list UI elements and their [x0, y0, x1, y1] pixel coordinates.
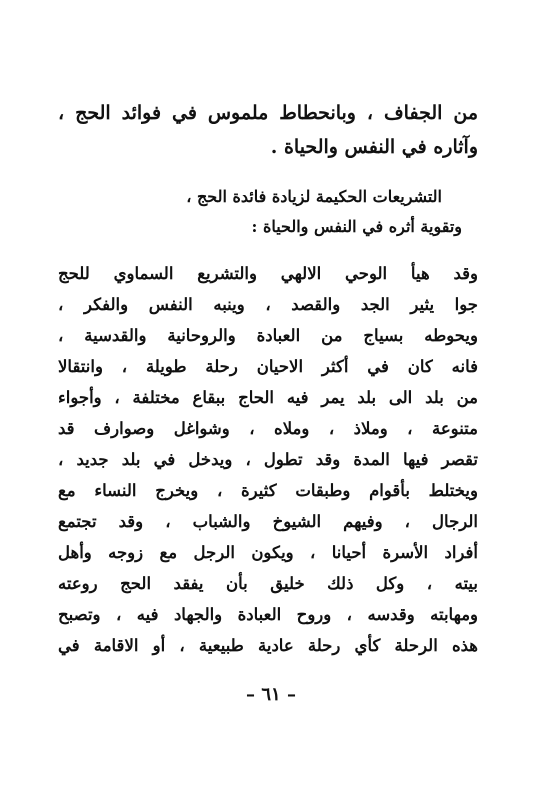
page-number: – ٦١ – [246, 684, 296, 705]
body-line-6: متنوعة ، وملاذ ، وملاه ، وشواغل وصوارف قد [58, 419, 478, 438]
body-line-2: جوا يثير الجد والقصد ، وينبه النفس والفكر ، [58, 295, 478, 314]
intro-line-1: من الجفاف ، وبانحطاط ملموس في فوائد الحج ، [58, 102, 478, 124]
body-line-11: بيته ، وكل ذلك خليق بأن يفقد الحج روعته [58, 574, 478, 593]
intro-line-2: وآثاره في النفس والحياة . [270, 136, 478, 158]
section-heading-line-2: وتقوية أثره في النفس والحياة : [251, 217, 462, 236]
body-line-5: من بلد الى بلد يمر فيه الحاج ببقاع مختلفة ، وأجواء [58, 388, 478, 407]
body-line-10: أفراد الأسرة أحيانا ، ويكون الرجل مع زوجه وأهل [58, 543, 478, 562]
body-line-1: وقد هيأ الوحي الالهي والتشريع السماوي للحج [58, 264, 478, 283]
body-line-4: فانه كان في أكثر الاحيان رحلة طويلة ، وانتقالا [58, 357, 478, 376]
body-line-8: ويختلط بأقوام وطبقات كثيرة ، ويخرج النساء مع [58, 481, 478, 500]
body-line-3: ويحوطه بسياج من العبادة والروحانية والقدسية ، [58, 326, 478, 345]
body-line-13: هذه الرحلة كأي رحلة عادية طبيعية ، أو الاقامة في [58, 636, 478, 655]
body-line-9: الرجال ، وفيهم الشيوخ والشباب ، وقد تجتمع [58, 512, 478, 531]
body-line-12: ومهابته وقدسه ، وروح العبادة والجهاد فيه ، وتصبح [58, 605, 478, 624]
section-heading-line-1: التشريعات الحكيمة لزيادة فائدة الحج ، [186, 187, 442, 206]
body-line-7: تقصر فيها المدة وقد تطول ، ويدخل في بلد جديد ، [58, 450, 478, 469]
